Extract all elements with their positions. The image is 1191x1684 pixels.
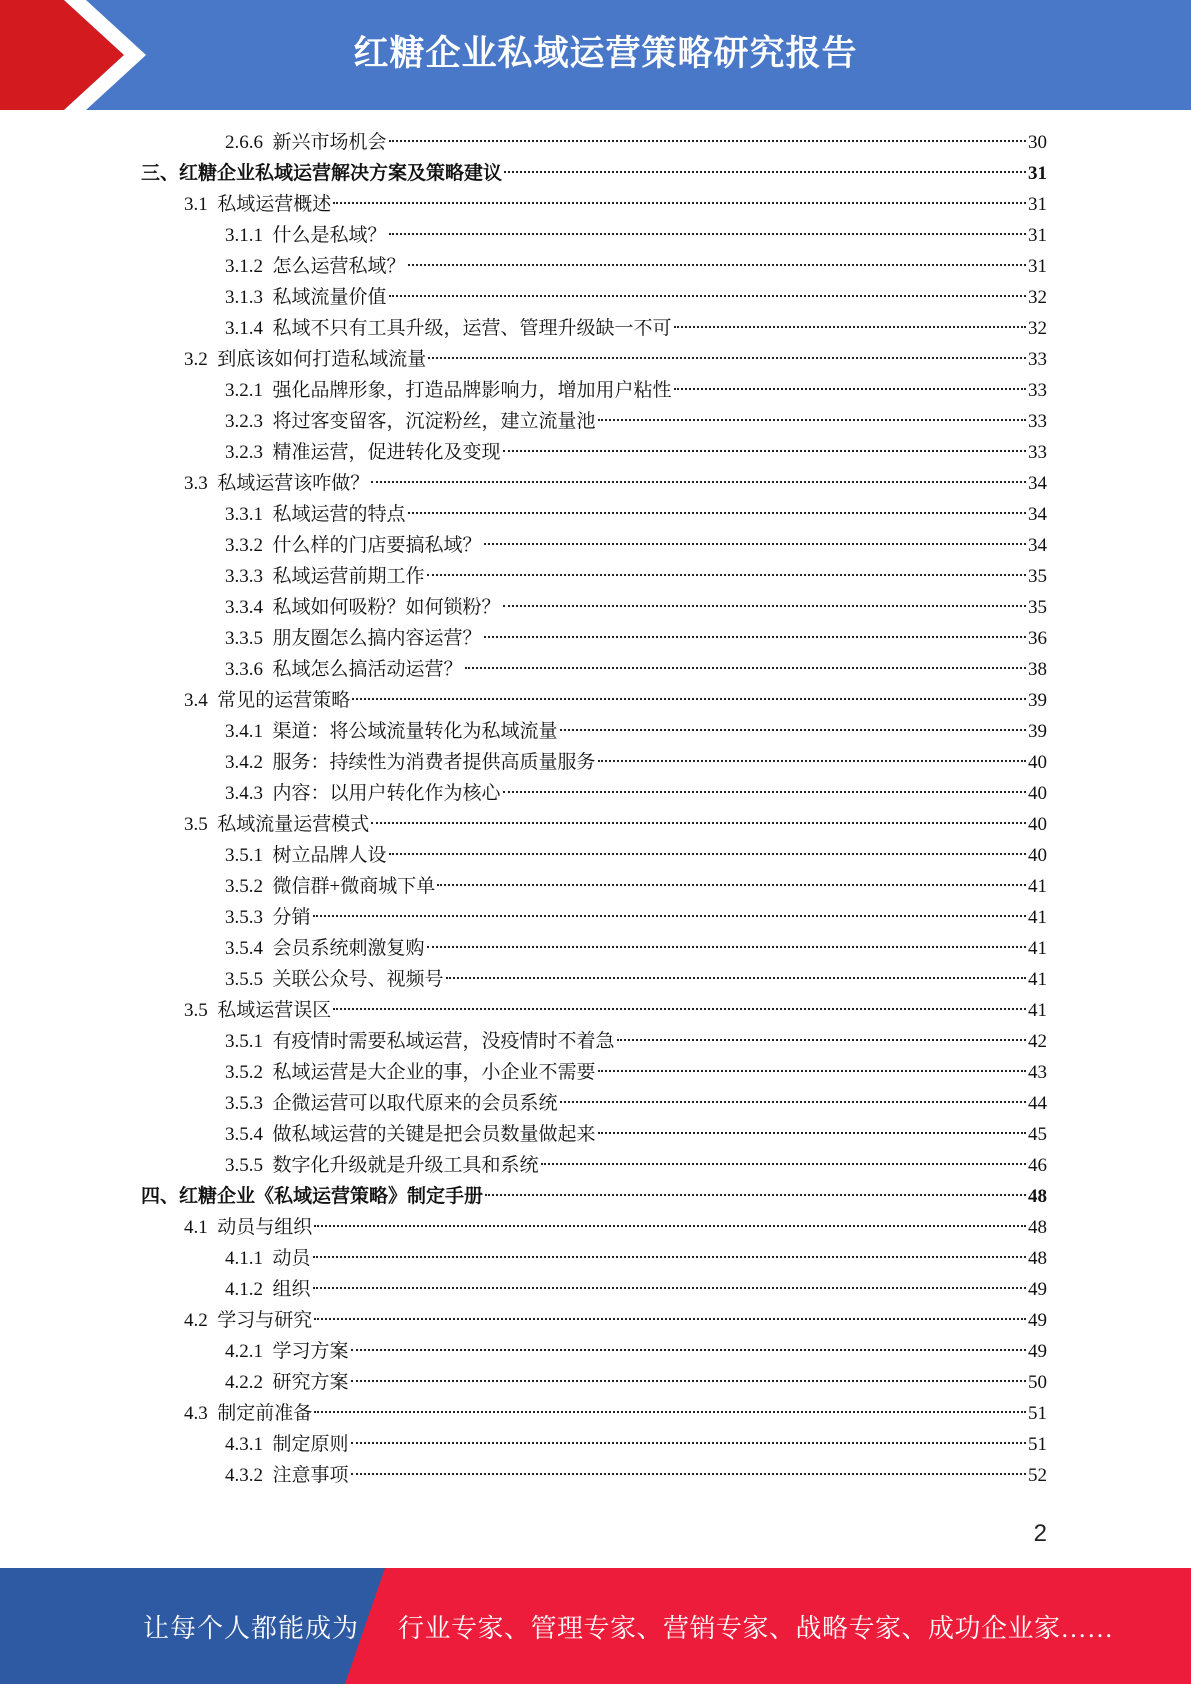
toc-dot-leader <box>598 1132 1026 1134</box>
toc-entry[interactable] <box>184 995 1047 1026</box>
toc-dot-leader <box>389 233 1026 235</box>
toc-entry-title: 动员 <box>272 1248 311 1269</box>
toc-entry-number: 3.5.2 <box>225 876 263 897</box>
toc-entry-spacer <box>263 251 273 282</box>
toc-entry-page: 33 <box>1028 380 1047 401</box>
toc-entry-title: 私域怎么搞活动运营？ <box>272 659 463 680</box>
toc-entry-number: 3.1 <box>184 194 208 215</box>
toc-dot-leader <box>351 1380 1026 1382</box>
toc-entry[interactable] <box>184 189 1047 220</box>
toc-entry-title: 私域流量价值 <box>272 287 387 308</box>
toc-dot-leader <box>351 1442 1026 1444</box>
toc-entry[interactable] <box>225 716 1047 747</box>
toc-entry[interactable] <box>225 623 1047 654</box>
toc-entry-spacer <box>263 561 273 592</box>
toc-entry-title: 渠道：将公域流量转化为私域流量 <box>272 721 558 742</box>
toc-dot-leader <box>560 1101 1026 1103</box>
toc-entry[interactable] <box>184 468 1047 499</box>
footer-slogan-right: 行业专家、管理专家、营销专家、战略专家、成功企业家…… <box>398 1614 1114 1643</box>
toc-entry-title: 有疫情时需要私域运营，没疫情时不着急 <box>272 1031 615 1052</box>
toc-entry-number: 3.4.3 <box>225 783 263 804</box>
toc-entry-spacer <box>263 530 273 561</box>
toc-entry-spacer <box>263 313 273 344</box>
toc-dot-leader <box>314 1225 1026 1227</box>
toc-entry-number: 3.5.5 <box>225 1155 263 1176</box>
toc-entry[interactable] <box>184 809 1047 840</box>
toc-dot-leader <box>617 1039 1026 1041</box>
toc-entry-page: 35 <box>1028 597 1047 618</box>
toc-entry[interactable] <box>225 499 1047 530</box>
toc-entry-page: 49 <box>1028 1341 1047 1362</box>
toc-entry-title: 动员与组织 <box>217 1217 313 1238</box>
toc-entry-number: 3.3.1 <box>225 504 263 525</box>
toc-entry-spacer <box>263 220 273 251</box>
toc-entry-page: 31 <box>1028 225 1047 246</box>
toc-entry-page: 48 <box>1028 1248 1047 1269</box>
toc-entry-spacer <box>263 499 273 530</box>
toc-entry-page: 41 <box>1028 938 1047 959</box>
toc-entry[interactable] <box>225 313 1047 344</box>
toc-entry-title: 企微运营可以取代原来的会员系统 <box>272 1093 558 1114</box>
toc-entry-number: 3.2.3 <box>225 411 263 432</box>
toc-entry[interactable] <box>184 1305 1047 1336</box>
toc-dot-leader <box>314 1318 1026 1320</box>
toc-entry-title: 强化品牌形象，打造品牌影响力，增加用户粘性 <box>272 380 672 401</box>
toc-dot-leader <box>313 915 1026 917</box>
toc-entry-title: 研究方案 <box>272 1372 349 1393</box>
toc-entry-title: 制定前准备 <box>217 1403 313 1424</box>
toc-entry[interactable] <box>225 561 1047 592</box>
toc-entry-title: 怎么运营私域？ <box>272 256 406 277</box>
toc-entry-title: 私域如何吸粉？如何锁粉？ <box>272 597 501 618</box>
toc-dot-leader <box>371 481 1026 483</box>
toc-entry[interactable] <box>225 1088 1047 1119</box>
toc-dot-leader <box>352 698 1026 700</box>
toc-dot-leader <box>598 1070 1026 1072</box>
toc-entry-spacer <box>263 1460 273 1491</box>
toc-entry-page: 52 <box>1028 1465 1047 1486</box>
toc-entry-page: 41 <box>1028 907 1047 928</box>
toc-dot-leader <box>437 884 1026 886</box>
toc-dot-leader <box>674 388 1026 390</box>
toc-entry-spacer <box>263 1150 273 1181</box>
toc-entry-spacer <box>208 189 218 220</box>
toc-entry[interactable] <box>225 406 1047 437</box>
toc-entry[interactable] <box>225 1026 1047 1057</box>
toc-entry-number: 4.2.2 <box>225 1372 263 1393</box>
toc-entry[interactable] <box>225 654 1047 685</box>
toc-entry[interactable] <box>225 1243 1047 1274</box>
toc-dot-leader <box>313 1287 1026 1289</box>
toc-entry[interactable] <box>225 871 1047 902</box>
toc-entry-page: 40 <box>1028 783 1047 804</box>
toc-entry[interactable] <box>225 251 1047 282</box>
toc-entry-page: 39 <box>1028 690 1047 711</box>
toc-dot-leader <box>389 140 1026 142</box>
toc-entry-title: 私域运营概述 <box>217 194 332 215</box>
toc-dot-leader <box>408 512 1026 514</box>
toc-entry-title: 关联公众号、视频号 <box>272 969 444 990</box>
toc-entry-title: 私域运营的特点 <box>272 504 406 525</box>
toc-entry-page: 48 <box>1028 1217 1047 1238</box>
toc-entry-page: 48 <box>1028 1186 1047 1207</box>
toc-entry[interactable] <box>184 1212 1047 1243</box>
toc-entry-spacer <box>208 809 218 840</box>
toc-entry-number: 2.6.6 <box>225 132 263 153</box>
toc-dot-leader <box>560 729 1026 731</box>
toc-dot-leader <box>351 1349 1026 1351</box>
toc-entry-page: 42 <box>1028 1031 1047 1052</box>
toc-entry-number: 3.5.1 <box>225 1031 263 1052</box>
toc-entry-page: 46 <box>1028 1155 1047 1176</box>
toc-entry-page: 31 <box>1028 163 1047 184</box>
toc-entry-page: 40 <box>1028 814 1047 835</box>
toc-entry-page: 31 <box>1028 256 1047 277</box>
toc-entry-number: 3.5.5 <box>225 969 263 990</box>
toc-entry-spacer <box>263 1026 273 1057</box>
toc-entry-number: 3.1.4 <box>225 318 263 339</box>
toc-entry-spacer <box>263 778 273 809</box>
toc-entry-title: 四、红糖企业《私域运营策略》制定手册 <box>141 1186 484 1207</box>
toc-entry-page: 40 <box>1028 845 1047 866</box>
toc-entry-title: 学习方案 <box>272 1341 349 1362</box>
toc-entry-page: 41 <box>1028 1000 1047 1021</box>
toc-dot-leader <box>503 791 1026 793</box>
toc-entry-title: 服务：持续性为消费者提供高质量服务 <box>272 752 596 773</box>
toc-entry-title: 三、红糖企业私域运营解决方案及策略建议 <box>141 163 503 184</box>
toc-entry-spacer <box>263 406 273 437</box>
toc-entry-title: 新兴市场机会 <box>272 132 387 153</box>
toc-dot-leader <box>503 605 1026 607</box>
toc-entry-spacer <box>263 1336 273 1367</box>
toc-entry[interactable] <box>225 1150 1047 1181</box>
page-footer <box>0 1568 1191 1684</box>
toc-entry-spacer <box>208 344 218 375</box>
toc-entry-title: 会员系统刺激复购 <box>272 938 425 959</box>
toc-entry-spacer <box>263 592 273 623</box>
toc-dot-leader <box>503 450 1026 452</box>
toc-entry-spacer <box>263 902 273 933</box>
toc-entry-number: 3.1.1 <box>225 225 263 246</box>
toc-entry-number: 3.3 <box>184 473 208 494</box>
toc-entry-number: 4.3.1 <box>225 1434 263 1455</box>
toc-entry[interactable] <box>225 1460 1047 1491</box>
toc-entry-spacer <box>263 623 273 654</box>
toc-entry-number: 4.1 <box>184 1217 208 1238</box>
toc-entry[interactable] <box>225 964 1047 995</box>
toc-entry-spacer <box>263 747 273 778</box>
toc-entry-title: 私域流量运营模式 <box>217 814 370 835</box>
toc-dot-leader <box>427 946 1026 948</box>
toc-entry-title: 私域运营误区 <box>217 1000 332 1021</box>
toc-entry-title: 树立品牌人设 <box>272 845 387 866</box>
toc-entry-page: 38 <box>1028 659 1047 680</box>
toc-entry-number: 3.5.2 <box>225 1062 263 1083</box>
toc-entry[interactable] <box>225 592 1047 623</box>
toc-entry-spacer <box>263 716 273 747</box>
toc-entry-number: 3.4.2 <box>225 752 263 773</box>
toc-entry-spacer <box>208 1305 218 1336</box>
report-title: 红糖企业私域运营策略研究报告 <box>353 34 858 74</box>
toc-entry[interactable] <box>225 220 1047 251</box>
toc-entry[interactable] <box>225 1119 1047 1150</box>
toc-entry-title: 什么是私域？ <box>272 225 387 246</box>
toc-dot-leader <box>371 822 1026 824</box>
toc-entry-number: 3.3.4 <box>225 597 263 618</box>
toc-entry-page: 45 <box>1028 1124 1047 1145</box>
toc-entry[interactable] <box>225 127 1047 158</box>
toc-entry-spacer <box>263 871 273 902</box>
toc-entry-spacer <box>263 437 273 468</box>
toc-entry[interactable] <box>225 1057 1047 1088</box>
toc-entry-title: 学习与研究 <box>217 1310 313 1331</box>
toc-entry-title: 私域运营该咋做？ <box>217 473 370 494</box>
toc-entry-spacer <box>263 1119 273 1150</box>
toc-entry-title: 什么样的门店要搞私域？ <box>272 535 482 556</box>
toc-entry-title: 微信群+微商城下单 <box>272 876 436 897</box>
toc-entry-title: 私域运营是大企业的事，小企业不需要 <box>272 1062 596 1083</box>
toc-dot-leader <box>485 1194 1026 1196</box>
toc-entry[interactable] <box>225 375 1047 406</box>
toc-entry-title: 注意事项 <box>272 1465 349 1486</box>
toc-dot-leader <box>408 264 1026 266</box>
toc-entry-number: 3.5.3 <box>225 1093 263 1114</box>
toc-entry[interactable] <box>184 1398 1047 1429</box>
toc-entry-title: 私域不只有工具升级，运营、管理升级缺一不可 <box>272 318 672 339</box>
toc-dot-leader <box>427 574 1026 576</box>
toc-entry-spacer <box>263 840 273 871</box>
toc-entry-spacer <box>263 1243 273 1274</box>
toc-entry-spacer <box>208 995 218 1026</box>
toc-entry-title: 组织 <box>272 1279 311 1300</box>
toc-entry-number: 3.4 <box>184 690 208 711</box>
toc-entry-spacer <box>208 1212 218 1243</box>
toc-entry-spacer <box>263 1274 273 1305</box>
toc-dot-leader <box>484 543 1026 545</box>
toc-entry-page: 40 <box>1028 752 1047 773</box>
toc-entry-number: 3.5.3 <box>225 907 263 928</box>
toc-entry-title: 制定原则 <box>272 1434 349 1455</box>
toc-dot-leader <box>389 295 1026 297</box>
toc-dot-leader <box>598 760 1026 762</box>
toc-entry-title: 数字化升级就是升级工具和系统 <box>272 1155 539 1176</box>
toc-entry-title: 朋友圈怎么搞内容运营？ <box>272 628 482 649</box>
toc-entry-number: 3.1.3 <box>225 287 263 308</box>
toc-entry-number: 4.1.2 <box>225 1279 263 1300</box>
toc-dot-leader <box>333 1008 1026 1010</box>
toc-entry-page: 41 <box>1028 969 1047 990</box>
toc-entry-page: 39 <box>1028 721 1047 742</box>
toc-dot-leader <box>598 419 1026 421</box>
toc-entry[interactable] <box>184 685 1047 716</box>
toc-entry-page: 50 <box>1028 1372 1047 1393</box>
toc-entry[interactable] <box>141 158 1047 189</box>
toc-entry-page: 34 <box>1028 473 1047 494</box>
footer-slogan-left: 让每个人都能成为 <box>143 1614 360 1643</box>
toc-entry-page: 44 <box>1028 1093 1047 1114</box>
toc-entry[interactable] <box>225 747 1047 778</box>
toc-entry-page: 30 <box>1028 132 1047 153</box>
toc-entry-number: 3.1.2 <box>225 256 263 277</box>
toc-entry-title: 常见的运营策略 <box>217 690 351 711</box>
toc-entry-number: 3.5.4 <box>225 1124 263 1145</box>
toc-entry[interactable] <box>225 840 1047 871</box>
toc-entry[interactable] <box>141 1181 1047 1212</box>
toc-entry-spacer <box>263 654 273 685</box>
toc-entry[interactable] <box>225 1274 1047 1305</box>
toc-entry-page: 51 <box>1028 1434 1047 1455</box>
toc-entry-number: 4.3.2 <box>225 1465 263 1486</box>
toc-entry-number: 3.2 <box>184 349 208 370</box>
toc-entry-spacer <box>263 1088 273 1119</box>
toc-dot-leader <box>351 1473 1026 1475</box>
toc-entry-page: 49 <box>1028 1310 1047 1331</box>
toc-entry-page: 33 <box>1028 442 1047 463</box>
toc-entry[interactable] <box>225 1336 1047 1367</box>
toc-dot-leader <box>465 667 1026 669</box>
toc-entry-spacer <box>263 375 273 406</box>
toc-dot-leader <box>389 853 1026 855</box>
toc-entry-page: 36 <box>1028 628 1047 649</box>
toc-entry-title: 私域运营前期工作 <box>272 566 425 587</box>
page-number: 2 <box>1033 1520 1047 1547</box>
toc-entry-spacer <box>263 1429 273 1460</box>
toc-entry[interactable] <box>225 437 1047 468</box>
toc-entry-page: 41 <box>1028 876 1047 897</box>
toc-entry[interactable] <box>225 778 1047 809</box>
toc-entry-number: 4.1.1 <box>225 1248 263 1269</box>
toc-entry-page: 34 <box>1028 535 1047 556</box>
toc-entry-page: 32 <box>1028 318 1047 339</box>
toc-entry-title: 分销 <box>272 907 311 928</box>
toc-entry-spacer <box>208 468 218 499</box>
toc-entry-number: 3.3.2 <box>225 535 263 556</box>
toc-entry-spacer <box>208 1398 218 1429</box>
toc-entry-number: 3.5 <box>184 1000 208 1021</box>
toc-entry-number: 3.3.3 <box>225 566 263 587</box>
toc-entry-spacer <box>208 685 218 716</box>
toc-dot-leader <box>428 357 1026 359</box>
toc-entry-spacer <box>263 933 273 964</box>
toc-entry-title: 精准运营，促进转化及变现 <box>272 442 501 463</box>
toc-entry-title: 到底该如何打造私域流量 <box>217 349 427 370</box>
toc-dot-leader <box>504 171 1026 173</box>
toc-entry[interactable] <box>225 282 1047 313</box>
toc-entry[interactable] <box>225 902 1047 933</box>
toc-entry[interactable] <box>225 1367 1047 1398</box>
toc-entry[interactable] <box>184 344 1047 375</box>
toc-entry-title: 内容：以用户转化作为核心 <box>272 783 501 804</box>
toc-entry-title: 将过客变留客，沉淀粉丝，建立流量池 <box>272 411 596 432</box>
toc-entry-page: 34 <box>1028 504 1047 525</box>
page-header <box>0 0 1191 110</box>
toc-dot-leader <box>484 636 1026 638</box>
toc-entry-page: 35 <box>1028 566 1047 587</box>
toc-entry-spacer <box>263 282 273 313</box>
toc-entry-spacer <box>263 127 273 158</box>
toc-entry-number: 3.5.4 <box>225 938 263 959</box>
toc-entry-title: 做私域运营的关键是把会员数量做起来 <box>272 1124 596 1145</box>
toc-dot-leader <box>541 1163 1026 1165</box>
toc-entry-number: 3.5 <box>184 814 208 835</box>
toc-entry-number: 4.3 <box>184 1403 208 1424</box>
toc-entry-number: 3.4.1 <box>225 721 263 742</box>
toc-entry-number: 3.2.3 <box>225 442 263 463</box>
toc-dot-leader <box>674 326 1026 328</box>
toc-entry-number: 3.5.1 <box>225 845 263 866</box>
toc-entry-page: 51 <box>1028 1403 1047 1424</box>
toc-entry-page: 49 <box>1028 1279 1047 1300</box>
toc-entry-number: 3.3.6 <box>225 659 263 680</box>
toc-entry-spacer <box>263 1057 273 1088</box>
toc-entry-spacer <box>263 964 273 995</box>
toc-entry-page: 43 <box>1028 1062 1047 1083</box>
toc-dot-leader <box>314 1411 1026 1413</box>
toc-dot-leader <box>333 202 1026 204</box>
toc-entry-page: 32 <box>1028 287 1047 308</box>
toc-entry[interactable] <box>225 1429 1047 1460</box>
toc-dot-leader <box>446 977 1026 979</box>
toc-entry-number: 4.2 <box>184 1310 208 1331</box>
toc-entry[interactable] <box>225 530 1047 561</box>
toc-entry-page: 31 <box>1028 194 1047 215</box>
toc-entry[interactable] <box>225 933 1047 964</box>
toc-entry-page: 33 <box>1028 349 1047 370</box>
toc-entry-spacer <box>263 1367 273 1398</box>
toc-entry-page: 33 <box>1028 411 1047 432</box>
toc-entry-number: 4.2.1 <box>225 1341 263 1362</box>
toc-entry-number: 3.2.1 <box>225 380 263 401</box>
toc-entry-number: 3.3.5 <box>225 628 263 649</box>
toc-dot-leader <box>313 1256 1026 1258</box>
